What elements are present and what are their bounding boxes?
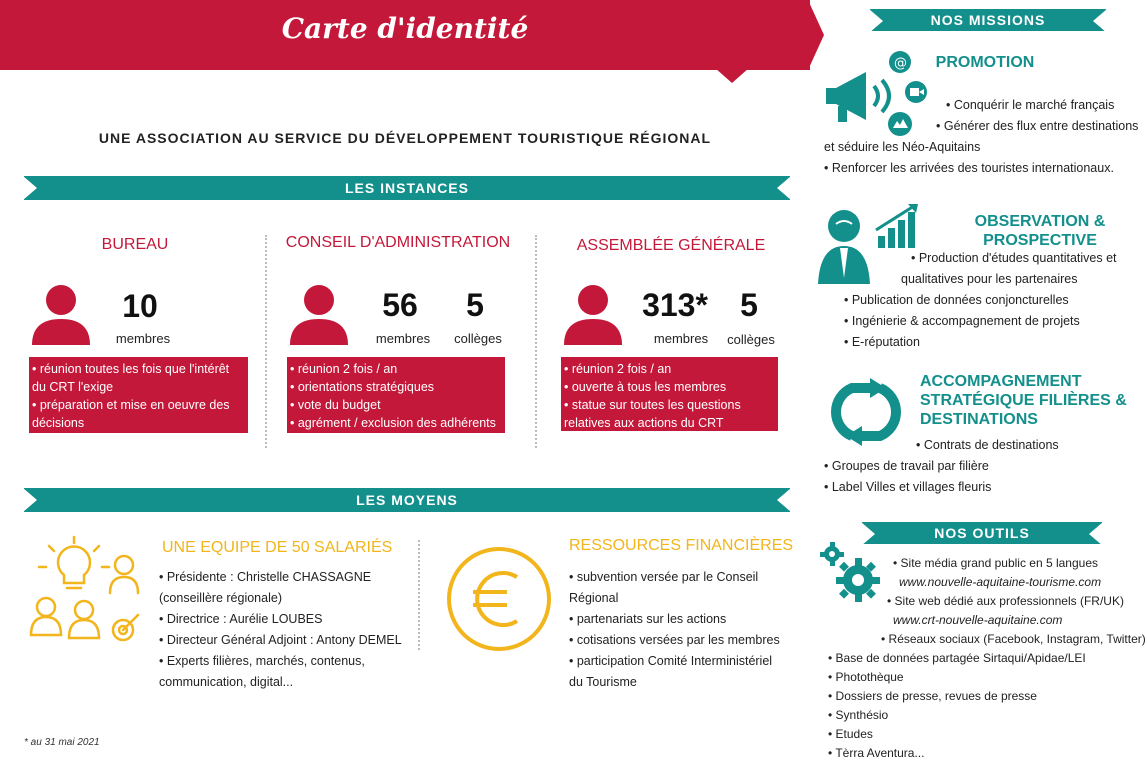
assemblee-colleges-unit: collèges bbox=[727, 332, 775, 347]
list-item: • participation Comité Interministériel du Tourisme bbox=[569, 654, 773, 689]
list-item: • agrément / exclusion des adhérents bbox=[290, 416, 496, 430]
cycle-arrows-icon bbox=[818, 376, 914, 448]
list-item: • partenariats sur les actions bbox=[569, 612, 727, 626]
missions-ribbon: NOS MISSIONS bbox=[870, 9, 1106, 31]
divider bbox=[535, 235, 537, 448]
accompagnement-line: • Groupes de travail par filière bbox=[824, 459, 989, 473]
equipe-list bbox=[159, 567, 409, 693]
assemblee-title: ASSEMBLÉE GÉNÉRALE bbox=[576, 237, 766, 254]
accompagnement-line: • Label Villes et villages fleuris bbox=[824, 480, 992, 494]
list-item: • orientations stratégiques bbox=[290, 380, 435, 394]
outils-line: • Base de données partagée Sirtaqui/Apidae/LEI bbox=[828, 651, 1086, 665]
page-title: Carte d'identité bbox=[281, 12, 529, 45]
outils-line: • Réseaux sociaux (Facebook, Instagram, Twitter) bbox=[881, 632, 1146, 646]
divider bbox=[418, 540, 420, 650]
observation-line: • Production d'études quantitatives et bbox=[911, 251, 1117, 265]
list-item: • Présidente : Christelle CHASSAGNE (conseillère régionale) bbox=[159, 570, 372, 605]
outils-line: • Site web dédié aux professionnels (FR/UK) bbox=[887, 594, 1124, 608]
conseil-details bbox=[287, 357, 505, 433]
footnote: * au 31 mai 2021 bbox=[24, 737, 100, 748]
promotion-line: • Renforcer les arrivées des touristes internationaux. bbox=[824, 161, 1114, 175]
person-icon bbox=[288, 283, 350, 345]
person-icon bbox=[562, 283, 624, 345]
conseil-colleges-count: 5 bbox=[466, 287, 484, 323]
divider bbox=[265, 235, 267, 448]
outils-line: • Synthésio bbox=[828, 708, 889, 722]
instances-ribbon: LES INSTANCES bbox=[24, 176, 790, 200]
bureau-details bbox=[29, 357, 248, 433]
svg-text:@: @ bbox=[894, 56, 907, 71]
observation-line: • Publication de données conjoncturelles bbox=[844, 293, 1069, 307]
assemblee-members-count: 313* bbox=[642, 287, 708, 323]
outils-line: • Etudes bbox=[828, 727, 873, 741]
accompagnement-title: ACCOMPAGNEMENT STRATÉGIQUE FILIÈRES & DESTINATIONS bbox=[920, 373, 1127, 428]
outils-line: • Tèrra Aventura... bbox=[828, 746, 925, 760]
title-banner-notch bbox=[715, 68, 749, 83]
person-icon bbox=[30, 283, 92, 345]
list-item: • réunion 2 fois / an bbox=[290, 362, 398, 376]
page-subtitle: UNE ASSOCIATION AU SERVICE DU DÉVELOPPEMENT TOURISTIQUE RÉGIONAL bbox=[98, 130, 712, 146]
assemblee-members-unit: membres bbox=[653, 331, 709, 346]
promotion-line: • Générer des flux entre destinations bbox=[936, 119, 1139, 133]
conseil-members-unit: membres bbox=[375, 331, 431, 346]
conseil-members-count: 56 bbox=[382, 287, 418, 323]
promotion-line: • Conquérir le marché français bbox=[946, 98, 1115, 112]
team-lightbulb-icon bbox=[26, 535, 146, 650]
observation-line: qualitatives pour les partenaires bbox=[901, 272, 1078, 286]
conseil-colleges-unit: collèges bbox=[454, 331, 502, 346]
outils-link[interactable]: www.nouvelle-aquitaine-tourisme.com bbox=[899, 575, 1102, 589]
bureau-count: 10 bbox=[122, 288, 158, 324]
equipe-title: UNE EQUIPE DE 50 SALARIÉS bbox=[162, 539, 393, 556]
gears-icon bbox=[818, 540, 884, 606]
bureau-unit: membres bbox=[115, 331, 171, 346]
list-item: • Experts filières, marchés, contenus, communication, digital... bbox=[159, 654, 365, 689]
list-item: • subvention versée par le Conseil Régional bbox=[569, 570, 759, 605]
outils-link[interactable]: www.crt-nouvelle-aquitaine.com bbox=[893, 613, 1063, 627]
conseil-title: CONSEIL D'ADMINISTRATION bbox=[285, 234, 511, 251]
outils-ribbon: NOS OUTILS bbox=[862, 522, 1102, 544]
ressources-list bbox=[569, 567, 789, 693]
list-item: • réunion 2 fois / an bbox=[564, 362, 672, 376]
moyens-ribbon: LES MOYENS bbox=[24, 488, 790, 512]
outils-line: • Photothèque bbox=[828, 670, 904, 684]
promotion-line: et séduire les Néo-Aquitains bbox=[824, 140, 981, 154]
list-item: • réunion toutes les fois que l'intérêt du CRT l'exige bbox=[32, 362, 230, 394]
list-item: • ouverte à tous les membres bbox=[564, 380, 727, 394]
assemblee-details bbox=[561, 357, 778, 431]
observation-title: OBSERVATION & PROSPECTIVE bbox=[974, 213, 1106, 249]
list-item: • Directeur Général Adjoint : Antony DEMEL bbox=[159, 633, 402, 647]
promotion-title: PROMOTION bbox=[935, 54, 1035, 71]
observation-line: • E-réputation bbox=[844, 335, 920, 349]
outils-line: • Site média grand public en 5 langues bbox=[893, 556, 1099, 570]
megaphone-icon bbox=[822, 50, 934, 140]
outils-line: • Dossiers de presse, revues de presse bbox=[828, 689, 1037, 703]
bureau-title: BUREAU bbox=[101, 236, 169, 253]
list-item: • statue sur toutes les questions relatives aux actions du CRT bbox=[564, 398, 741, 430]
euro-coin-icon bbox=[445, 545, 553, 653]
assemblee-colleges-count: 5 bbox=[740, 287, 758, 323]
list-item: • Directrice : Aurélie LOUBES bbox=[159, 612, 323, 626]
observation-line: • Ingénierie & accompagnement de projets bbox=[844, 314, 1080, 328]
accompagnement-line: • Contrats de destinations bbox=[916, 438, 1059, 452]
list-item: • cotisations versées par les membres bbox=[569, 633, 780, 647]
ressources-title: RESSOURCES FINANCIÈRES bbox=[569, 537, 794, 554]
list-item: • vote du budget bbox=[290, 398, 381, 412]
list-item: • préparation et mise en oeuvre des décisions bbox=[32, 398, 230, 430]
